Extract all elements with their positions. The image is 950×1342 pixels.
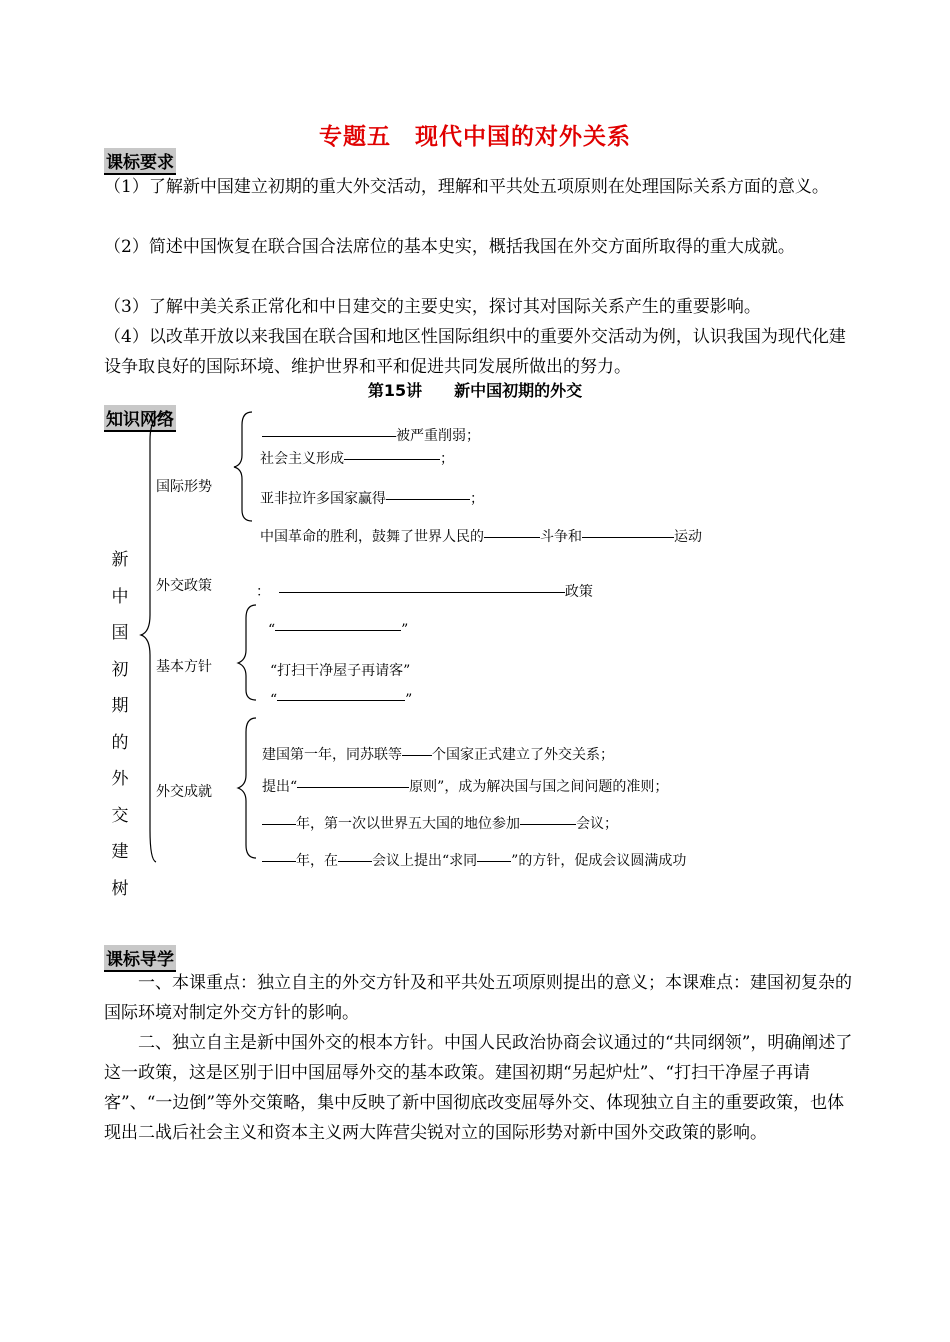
policy-end: 政策 — [564, 584, 593, 600]
quote-close: ” — [405, 692, 413, 708]
blank — [386, 498, 470, 500]
blank — [344, 458, 440, 460]
achieve-line-2 — [262, 776, 668, 796]
branch-achieve: 外交成就 — [156, 784, 212, 800]
branch-intl: 国际形势 — [156, 479, 212, 495]
blank — [582, 536, 674, 538]
achieve-line-4b: 会议上提出“求同 — [372, 853, 478, 869]
guide-paragraph-2: 二、独立自主是新中国外交的根本方针。中国人民政治协商会议通过的“共同纲领”，明确阐述了这一政策，这是区别于旧中国屈辱外交的基本政策。建国初期“另起炉灶”、“打扫干净屋子再请客”、“一边倒”等外交策略，集中反映了新中国彻底改变屈辱外交、体现独立自主的重要政策，也体现出二战后社会主义和资本主义两大阵营尖锐对立的国际形势对新中国外交政策的影响。 — [104, 1033, 853, 1143]
achieve-line-1b: 个国家正式建立了外交关系； — [432, 747, 614, 763]
achieve-line-3 — [262, 813, 618, 833]
blank — [279, 591, 565, 593]
blank — [402, 754, 432, 756]
principle-line-2: “打扫干净屋子再请客” — [270, 663, 411, 679]
network-heading: 知识网络 — [104, 405, 176, 432]
achieve-line-1 — [262, 744, 614, 764]
branch-principle: 基本方针 — [156, 659, 212, 675]
policy-colon: ： — [256, 584, 270, 600]
guide-heading: 课标导学 — [104, 945, 176, 972]
branch-policy: 外交政策 — [156, 578, 212, 594]
intl-line-2-text: 社会主义形成 — [260, 451, 344, 467]
guide-paragraph-1: 一、本课重点：独立自主的外交方针及和平共处五项原则提出的意义；本课难点：建国初复杂的国际环境对制定外交方针的影响。 — [104, 973, 852, 1023]
achieve-line-4 — [262, 850, 686, 870]
page-title: 专题五 现代中国的对外关系 — [319, 124, 631, 150]
standard-item-3: （3）了解中美关系正常化和中日建交的主要史实，探讨其对国际关系产生的重要影响。 — [104, 297, 761, 317]
quote-close: ” — [401, 622, 409, 638]
principle-line-1 — [268, 622, 408, 638]
blank — [262, 823, 296, 825]
policy-line — [256, 581, 593, 601]
standard-item-4: （4）以改革开放以来我国在联合国和地区性国际组织中的重要外交活动为例，认识我国为现代化建设争取良好的国际环境、维护世界和平和促进共同发展所做出的努力。 — [104, 327, 846, 377]
standard-item-2: （2）简述中国恢复在联合国合法席位的基本史实，概括我国在外交方面所取得的重大成就。 — [104, 237, 795, 257]
intl-line-1-text: 被严重削弱； — [396, 428, 480, 444]
achieve-line-2b: 原则”，成为解决国与国之间问题的准则； — [409, 779, 669, 795]
intl-line-3 — [260, 488, 484, 508]
blank — [520, 823, 576, 825]
achieve-line-3b: 会议； — [576, 816, 618, 832]
intl-line-3-text: 亚非拉许多国家赢得 — [260, 491, 386, 507]
blank — [262, 860, 296, 862]
intl-line-4a: 中国革命的胜利，鼓舞了世界人民的 — [260, 529, 484, 545]
standard-item-1: （1）了解新中国建立初期的重大外交活动，理解和平共处五项原则在处理国际关系方面的意义。 — [104, 177, 829, 197]
blank — [297, 786, 409, 788]
network-root: 新中国初期的外交建树 — [111, 550, 129, 899]
lecture-title: 第15讲 新中国初期的外交 — [367, 381, 583, 400]
achieve-line-4a: 年，在 — [296, 853, 338, 869]
intl-line-4c: 运动 — [674, 529, 702, 545]
blank — [262, 435, 396, 437]
intl-line-4b: 斗争和 — [540, 529, 582, 545]
blank — [277, 699, 405, 701]
achieve-line-3a: 年，第一次以世界五大国的地位参加 — [296, 816, 520, 832]
blank — [275, 629, 401, 631]
intl-line-2-end: ； — [440, 451, 454, 467]
achieve-line-4c: ”的方针，促成会议圆满成功 — [511, 853, 687, 869]
achieve-line-1a: 建国第一年，同苏联等 — [262, 747, 402, 763]
achieve-line-2a: 提出“ — [262, 779, 298, 795]
blank — [338, 860, 372, 862]
intl-line-3-end: ； — [470, 491, 484, 507]
principle-line-3 — [270, 692, 412, 708]
blank — [484, 536, 540, 538]
intl-line-1 — [262, 425, 480, 445]
blank — [477, 860, 511, 862]
quote-open: “ — [270, 692, 278, 708]
quote-open: “ — [268, 622, 276, 638]
intl-line-4 — [260, 526, 702, 546]
intl-line-2 — [260, 448, 454, 468]
standards-heading: 课标要求 — [104, 148, 176, 175]
